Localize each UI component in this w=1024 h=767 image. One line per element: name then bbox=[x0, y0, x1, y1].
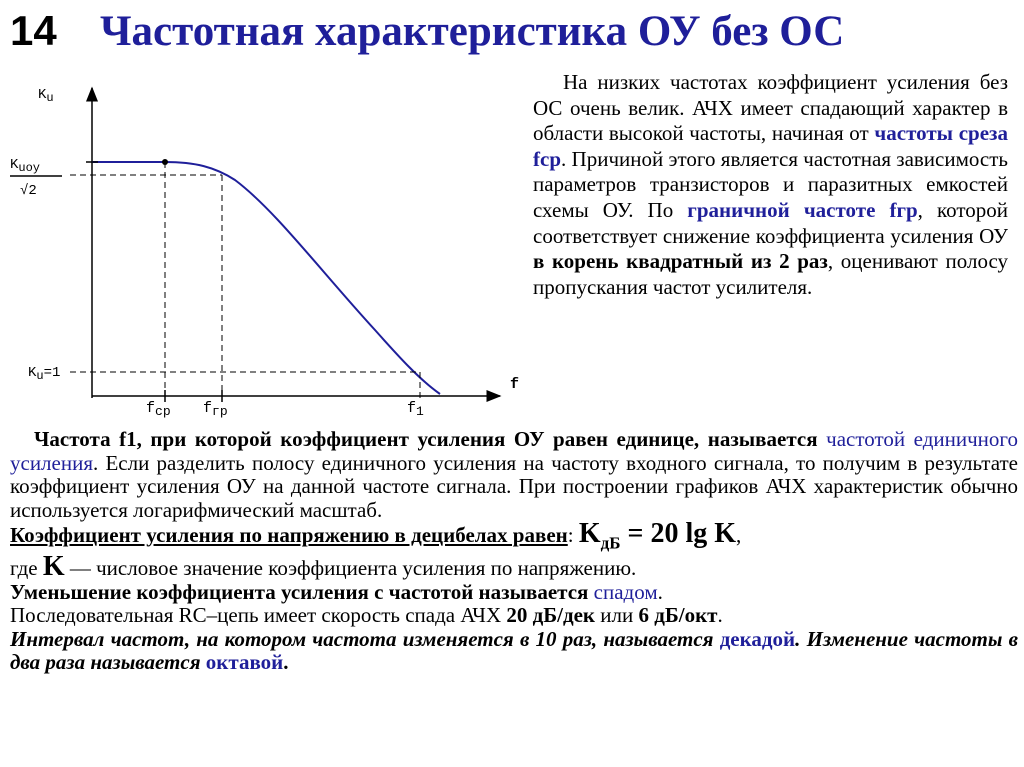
bt-b6-dot: . bbox=[283, 650, 289, 675]
rt-p2: . Причиной этого является частотная зависимость параметров транзисторов и паразитных емкостей схемы ОУ. По bbox=[533, 146, 1008, 222]
bt-b2-colon: : bbox=[567, 523, 579, 547]
bt-b2-bold: Коэффициент усиления по напряжению в децибелах равен bbox=[10, 523, 568, 547]
frequency-response-graph bbox=[0, 70, 530, 430]
bt-b1-rest: . Если разделить полосу единичного усиления на частоту входного сигнала, то получим в результате коэффициент усиления ОУ на данной частоте сигнала. При построении графиков АЧХ характеристик обычно используется логарифмический масштаб. bbox=[10, 450, 1018, 522]
right-paragraph bbox=[533, 70, 1008, 300]
bt-b3-rest: — числовое значение коэффициента усиления по напряжению. bbox=[64, 556, 637, 581]
sqrt2-label: √2 bbox=[20, 183, 37, 199]
ku1-label: Ku=1 bbox=[28, 365, 61, 383]
bt-b5-dot: . bbox=[717, 603, 723, 628]
formula-k: K bbox=[42, 551, 65, 583]
bt-b4-bold: Уменьшение коэффициента усиления с частотой называется bbox=[10, 579, 594, 604]
bt-b4-dot: . bbox=[657, 579, 663, 604]
response-curve bbox=[92, 162, 440, 394]
bt-b1-bold: Частота f1, при которой коэффициент усиления ОУ равен единице, называется bbox=[34, 427, 827, 451]
kuoy-label: Kuоу bbox=[10, 157, 41, 175]
rt-p4: , оценивают полосу пропускания частот усилителя. bbox=[533, 249, 1009, 299]
bt-b5-mid: или bbox=[595, 603, 639, 628]
bottom-paragraphs bbox=[10, 428, 1018, 675]
slide-number: 14 bbox=[10, 7, 57, 54]
bt-b5-pre: Последовательная RC–цепь имеет скорость спада АЧХ bbox=[10, 603, 507, 628]
term-cutoff-frequency: частоты среза fср bbox=[533, 121, 1008, 171]
term-boundary-frequency: граничной частоте fгр bbox=[687, 197, 918, 222]
y-axis-label: Ku bbox=[38, 87, 54, 105]
bt-b6-italic2: . Изменение частоты в два раза называется bbox=[10, 626, 1018, 675]
f1-label: f1 bbox=[407, 400, 424, 419]
rt-p3-bold: в корень квадратный из 2 раз bbox=[533, 249, 828, 274]
term-octave: октавой bbox=[205, 650, 284, 675]
rt-p3: , которой соответствует снижение коэффициента усиления ОУ bbox=[533, 197, 1008, 248]
term-rolloff: спадом bbox=[593, 579, 658, 604]
rt-p1: На низких частотах коэффициент усиления без ОС очень велик. АЧХ имеет спадающий характер в области высокой частоты, начиная от bbox=[533, 70, 1008, 146]
formula-k-db: $K_{дБ} = 20$ lg K bbox=[578, 518, 736, 553]
bt-b6-italic: Интервал частот, на котором частота изменяется в 10 раз, называется bbox=[10, 626, 720, 651]
term-unity-gain-frequency: частотой единичного усиления bbox=[10, 427, 1018, 475]
bt-b3-pre: где bbox=[10, 556, 43, 581]
x-axis-label: f bbox=[510, 376, 520, 393]
bt-b5-rate1: 20 дБ/дек bbox=[506, 603, 596, 628]
slide-title: Частотная характеристика ОУ без ОС bbox=[100, 8, 845, 55]
fgr-label: fгр bbox=[203, 400, 228, 419]
term-decade: декадой bbox=[719, 626, 796, 651]
bt-b5-rate2: 6 дБ/окт bbox=[638, 603, 718, 628]
bt-b2-comma: , bbox=[736, 523, 742, 547]
fcp-label: fср bbox=[146, 400, 171, 419]
